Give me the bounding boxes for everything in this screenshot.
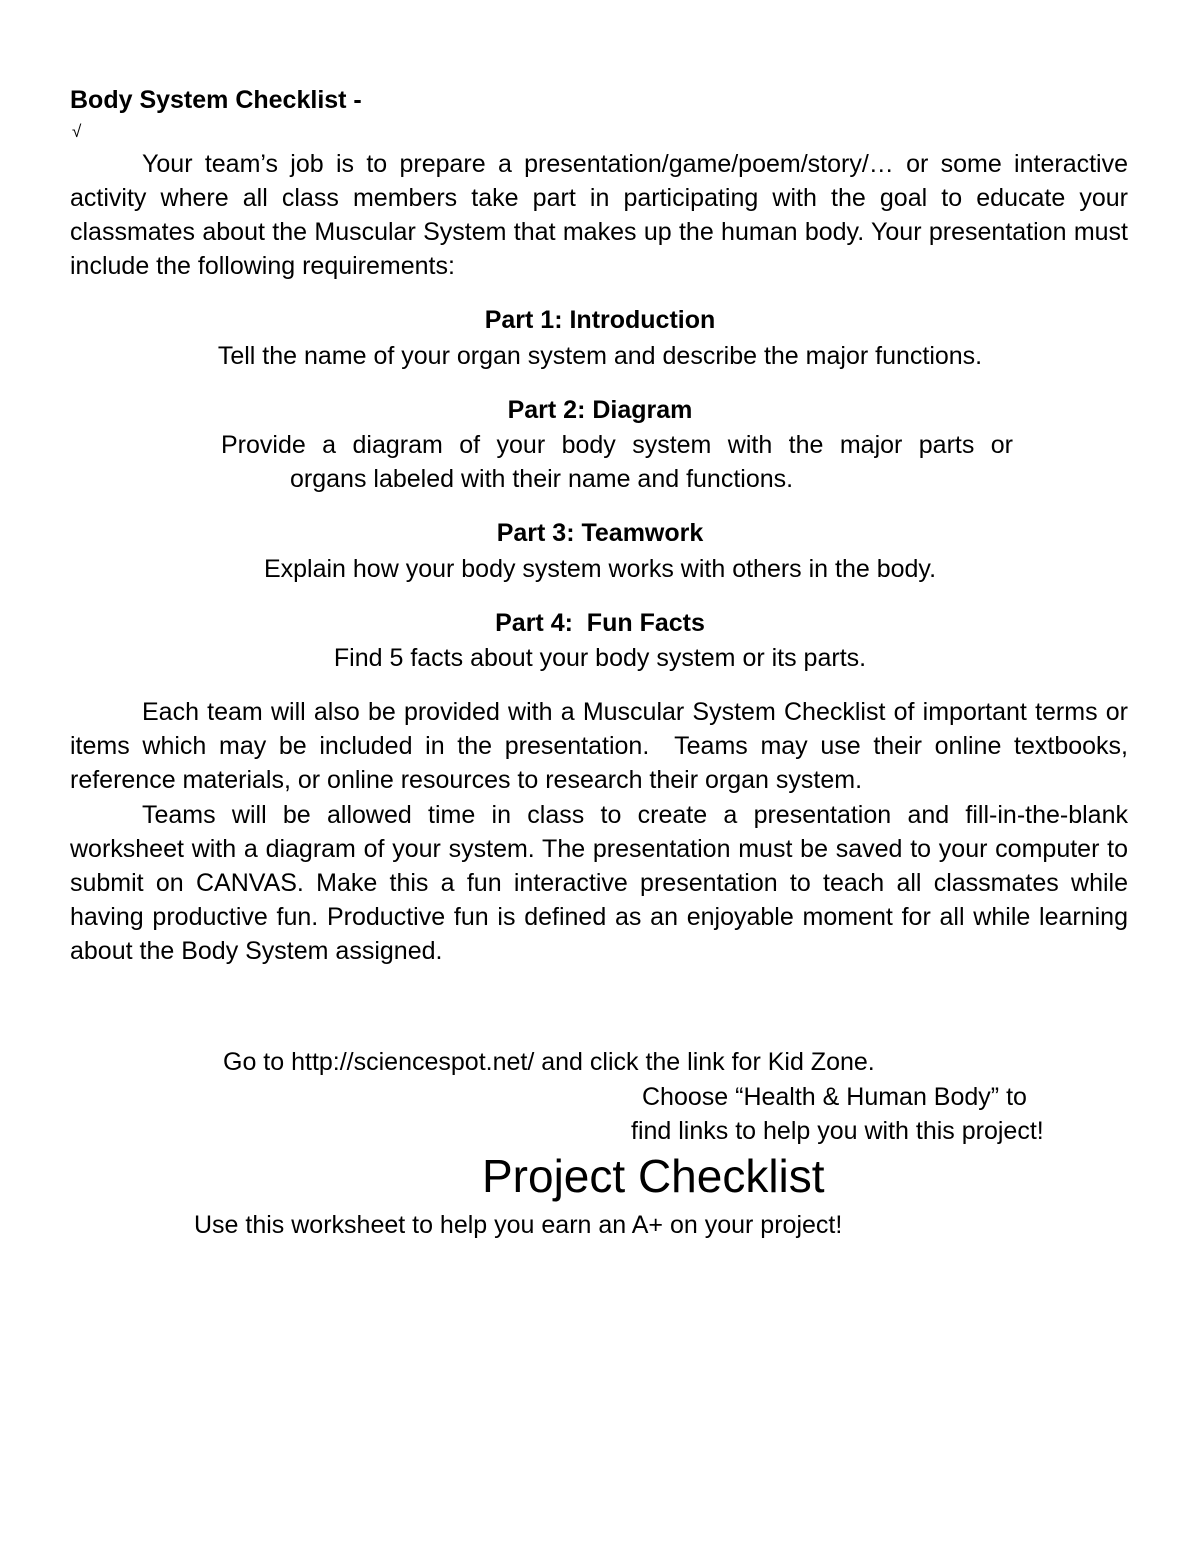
document-title: Body System Checklist - bbox=[70, 86, 362, 114]
choose-line-1: Choose “Health & Human Body” to bbox=[642, 1083, 1027, 1111]
part-3-heading: Part 3: Teamwork bbox=[496, 519, 704, 547]
teams-paragraph: Teams will be allowed time in class to create a presentation and fill-in-the-blank worksheet with a diagram of your system. The presentation must be saved to your computer to submit on CANVAS. Make this a fun interactive presentation to teach all classmates while having productive fun. Productive fun is defined as an enjoyable moment for all while learning about the Body System assigned. bbox=[70, 801, 1128, 965]
checklist-title: Project Checklist bbox=[482, 1150, 825, 1202]
part-2-heading: Part 2: Diagram bbox=[507, 396, 693, 424]
intro-paragraph: Your team’s job is to prepare a presentation/game/poem/story/… or some interactive activity where all class members take part in participating with the goal to educate your classmates about the Muscular System that makes up the human body. Your presentation must include the following requirements: bbox=[70, 150, 1128, 280]
part-3-text: Explain how your body system works with others in the body. bbox=[263, 555, 937, 583]
checklist-paragraph: Each team will also be provided with a Muscular System Checklist of important terms or items which may be included in the presentation. Teams may use their online textbooks, reference materials, or online resources to research their organ system. bbox=[70, 698, 1135, 794]
checklist-subtitle: Use this worksheet to help you earn an A+ on your project! bbox=[194, 1211, 843, 1239]
part-1-text: Tell the name of your organ system and describe the major functions. bbox=[217, 342, 983, 370]
part-4-text: Find 5 facts about your body system or its parts. bbox=[333, 644, 867, 672]
link-line: Go to http://sciencespot.net/ and click the link for Kid Zone. bbox=[223, 1048, 875, 1076]
check-mark: √ bbox=[72, 122, 82, 141]
part-2-text-line-2: organs labeled with their name and functions. bbox=[290, 465, 794, 493]
part-4-heading: Part 4: Fun Facts bbox=[495, 609, 705, 637]
part-1-heading: Part 1: Introduction bbox=[484, 306, 716, 334]
choose-line-2: find links to help you with this project! bbox=[631, 1117, 1044, 1145]
part-2-text-line-1: Provide a diagram of your body system with the major parts or bbox=[221, 431, 1013, 459]
